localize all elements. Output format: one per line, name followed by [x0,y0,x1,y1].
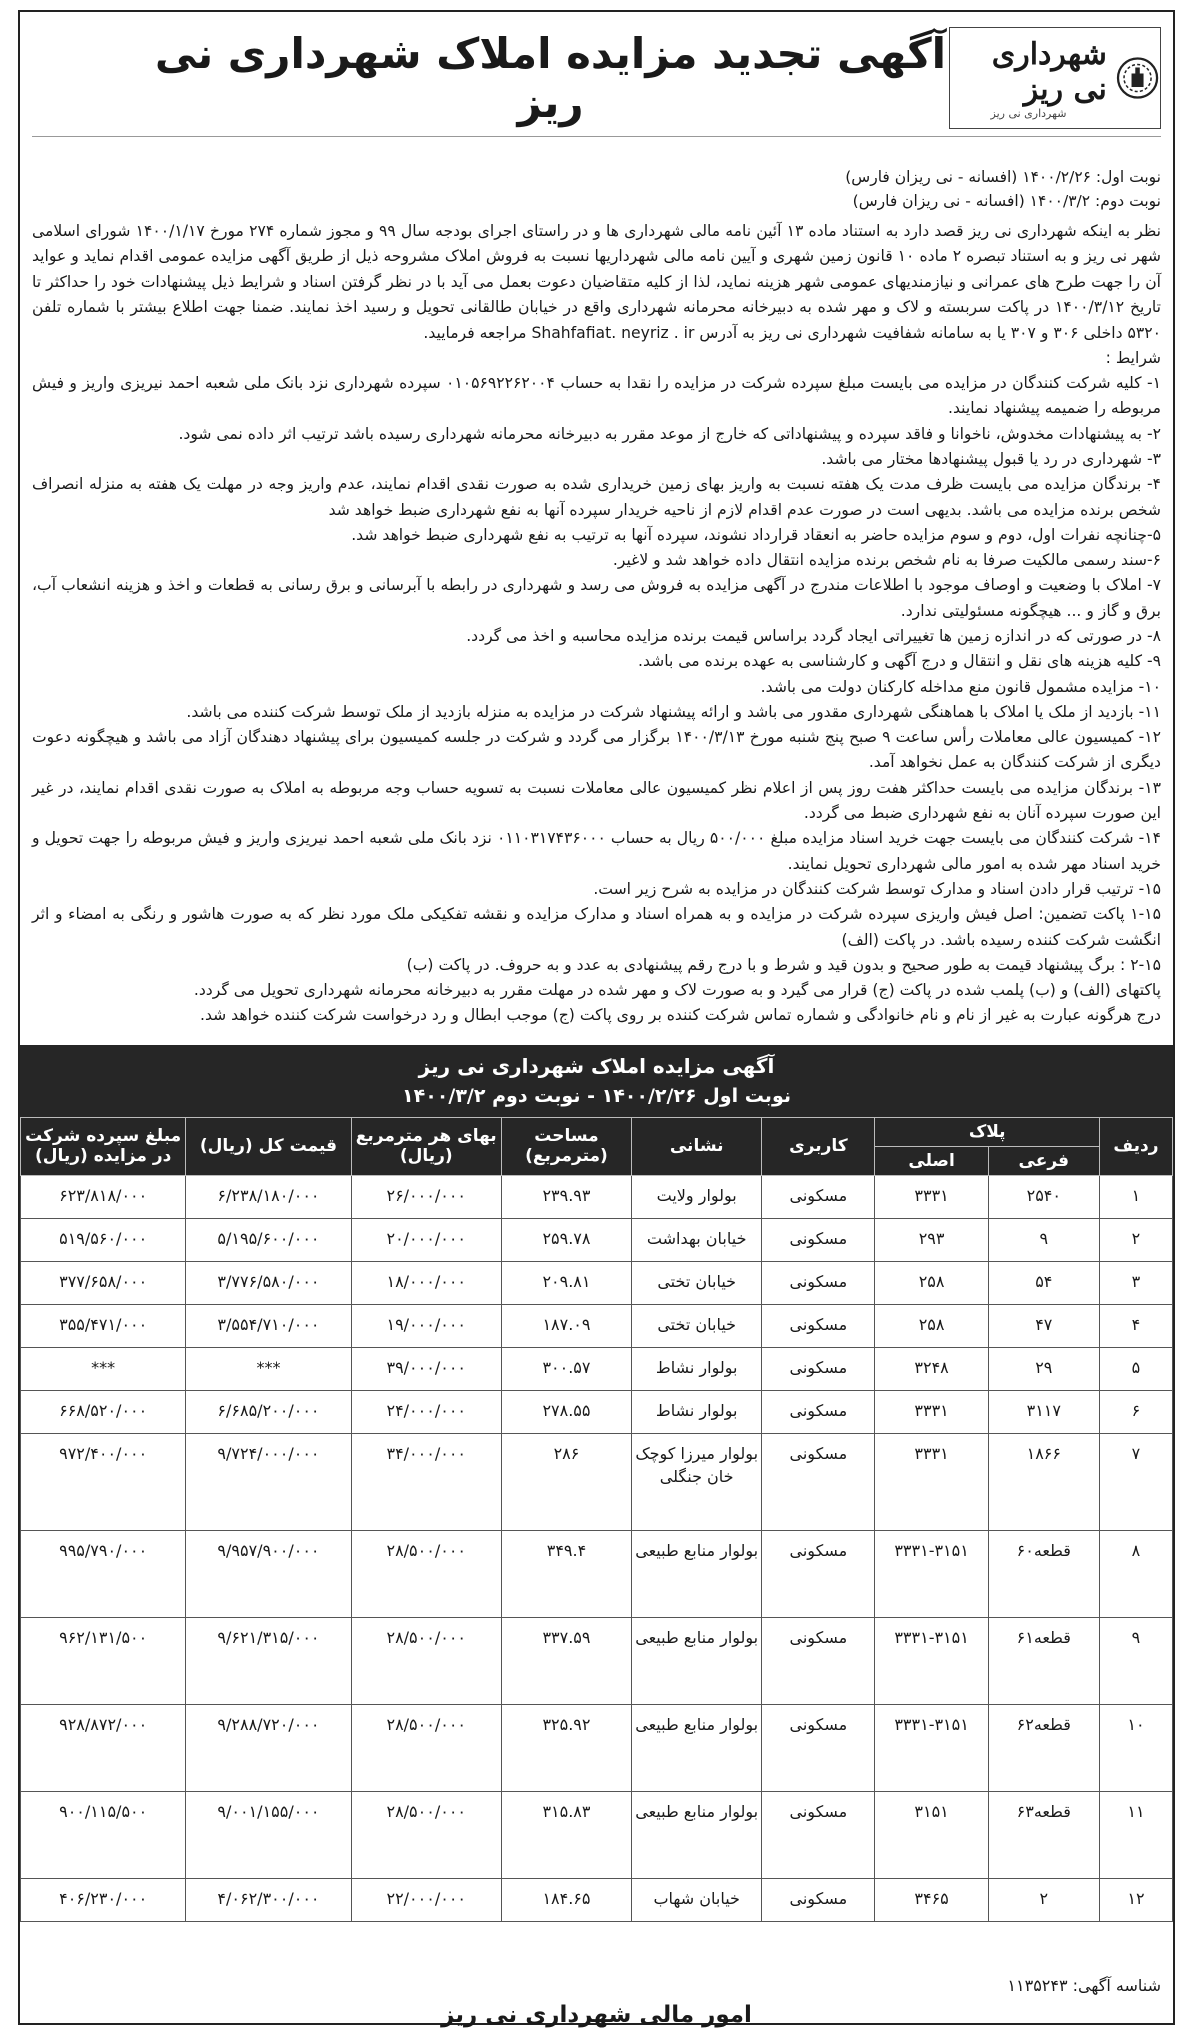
col-row: ردیف [1099,1117,1172,1175]
conditions-list [32,371,1161,1029]
municipality-logo [949,27,1161,129]
cell-plak-main: ۳۲۴۸ [875,1347,988,1390]
table-title: آگهی مزایده املاک شهرداری نی ریز [418,1053,775,1078]
cell-deposit: ۹۶۲/۱۳۱/۵۰۰ [21,1617,186,1704]
notice-first: نوبت اول: ۱۴۰۰/۲/۲۶ (افسانه - نی ریزان فارس) [845,168,1161,186]
logo-subtext: شهرداری نی ریز [990,106,1067,120]
cell-row: ۵ [1099,1347,1172,1390]
condition-item: ۱-۱۵ پاکت تضمین: اصل فیش واریزی سپرده شرکت در مزایده و به همراه اسناد و مدارک مزایده و نقشه تفکیکی ملک مورد نظر که به صورت هاشور و رنگی به امضاء و اثر انگشت شرکت کننده رسیده باشد. در پاکت (الف) [32,905,1161,949]
condition-item: ۱۰- مزایده مشمول قانون منع مداخله کارکنان دولت می باشد. [760,677,1161,696]
cell-total-price: ۹/۷۲۴/۰۰۰/۰۰۰ [186,1433,351,1530]
cell-plak-sub: ۹ [988,1218,1099,1261]
cell-usage: مسکونی [762,1878,875,1921]
cell-row: ۱ [1099,1175,1172,1218]
cell-address: بولوار نشاط [632,1347,762,1390]
cell-row: ۱۰ [1099,1704,1172,1791]
cell-area: ۳۴۹.۴ [501,1530,631,1617]
properties-table-body [21,1175,1173,1921]
cell-usage: مسکونی [762,1530,875,1617]
table-row [21,1175,1173,1218]
logo-text: شهرداری نی ریز [991,36,1107,107]
cell-plak-sub: قطعه۶۳ [988,1791,1099,1878]
cell-area: ۲۵۹.۷۸ [501,1218,631,1261]
cell-usage: مسکونی [762,1261,875,1304]
cell-address: بولوار نشاط [632,1390,762,1433]
col-area: مساحت (مترمربع) [501,1117,631,1175]
col-plak-sub: فرعی [988,1146,1099,1175]
cell-price-per-meter: ۲۲/۰۰۰/۰۰۰ [351,1878,501,1921]
cell-price-per-meter: ۱۸/۰۰۰/۰۰۰ [351,1261,501,1304]
cell-deposit: ۶۶۸/۵۲۰/۰۰۰ [21,1390,186,1433]
cell-address: خیابان تختی [632,1261,762,1304]
cell-plak-sub: قطعه۶۲ [988,1704,1099,1791]
cell-total-price: *** [186,1347,351,1390]
condition-item: ۲-۱۵ : برگ پیشنهاد قیمت به طور صحیح و بدون قید و شرط و با درج رقم پیشنهادی به عدد و به حروف. در پاکت (ب) [406,955,1161,974]
cell-row: ۱۱ [1099,1791,1172,1878]
condition-item: ۲- به پیشنهادات مخدوش، ناخوانا و فاقد سپرده و پیشنهاداتی که خارج از موعد مقرر به دبیرخانه محرمانه شهرداری رسیده باشد ترتیب اثر داده نمی شود. [178,424,1161,443]
cell-usage: مسکونی [762,1390,875,1433]
cell-area: ۳۳۷.۵۹ [501,1617,631,1704]
conditions-label: شرایط : [1105,349,1161,368]
cell-row: ۹ [1099,1617,1172,1704]
cell-usage: مسکونی [762,1304,875,1347]
cell-price-per-meter: ۲۸/۵۰۰/۰۰۰ [351,1704,501,1791]
condition-item: ۵-چنانچه نفرات اول، دوم و سوم مزایده حاضر به انعقاد قرارداد نشوند، سپرده آنها به ترتیب به نفع شهرداری ضبط خواهد شد. [351,525,1161,544]
signature: امور مالی شهرداری نی ریز [441,2002,752,2028]
table-row [21,1218,1173,1261]
condition-item: پاکتهای (الف) و (ب) پلمب شده در پاکت (ج) قرار می گیرد و به صورت لاک و مهر شده در مهلت مقرر به دبیرخانه محرمانه شهرداری تحویل می گردد. [193,981,1161,1000]
table-row [21,1530,1173,1617]
municipality-emblem-icon [1115,48,1160,108]
ad-header [32,20,1161,137]
cell-plak-sub: قطعه۶۰ [988,1530,1099,1617]
cell-address: خیابان تختی [632,1304,762,1347]
condition-item: ۱۲- کمیسیون عالی معاملات رأس ساعت ۹ صبح پنج شنبه مورخ ۱۴۰۰/۳/۱۳ برگزار می گردد و شرکت در جلسه کمیسیون برای پیشنهاد دهندگان آزاد می باشد و هیچگونه دعوت دیگری از شرکت کنندگان به عمل نخواهد آمد. [32,728,1161,772]
cell-deposit: *** [21,1347,186,1390]
cell-total-price: ۴/۰۶۲/۳۰۰/۰۰۰ [186,1878,351,1921]
cell-deposit: ۴۰۶/۲۳۰/۰۰۰ [21,1878,186,1921]
cell-deposit: ۳۷۷/۶۵۸/۰۰۰ [21,1261,186,1304]
table-row [21,1878,1173,1921]
cell-plak-main: ۲۹۳ [875,1218,988,1261]
cell-deposit: ۳۵۵/۴۷۱/۰۰۰ [21,1304,186,1347]
table-row [21,1390,1173,1433]
col-address: نشانی [632,1117,762,1175]
auction-table-section [20,1045,1173,1922]
cell-deposit: ۶۲۳/۸۱۸/۰۰۰ [21,1175,186,1218]
col-deposit: مبلغ سپرده شرکت در مزایده (ریال) [21,1117,186,1175]
cell-price-per-meter: ۱۹/۰۰۰/۰۰۰ [351,1304,501,1347]
cell-usage: مسکونی [762,1218,875,1261]
condition-item: ۱۵- ترتیب قرار دادن اسناد و مدارک توسط شرکت کنندگان در مزایده به شرح زیر است. [593,879,1161,898]
cell-address: بولوار منابع طبیعی [632,1530,762,1617]
cell-plak-sub: قطعه۶۱ [988,1617,1099,1704]
cell-deposit: ۹۰۰/۱۱۵/۵۰۰ [21,1791,186,1878]
cell-plak-sub: ۱۸۶۶ [988,1433,1099,1530]
condition-item: ۳- شهرداری در رد یا قبول پیشنهادها مختار می باشد. [821,449,1161,468]
condition-item: ۸- در صورتی که در اندازه زمین ها تغییراتی ایجاد گردد براساس قیمت برنده مزایده محاسبه و اخذ می گردد. [466,627,1161,645]
table-row [21,1261,1173,1304]
cell-plak-sub: ۴۷ [988,1304,1099,1347]
cell-address: بولوار میرزا کوچک خان جنگلی [632,1433,762,1530]
condition-item: ۹- کلیه هزینه های نقل و انتقال و درج آگهی و کارشناسی به عهده برنده می باشد. [638,652,1161,671]
cell-area: ۳۲۵.۹۲ [501,1704,631,1791]
cell-total-price: ۵/۱۹۵/۶۰۰/۰۰۰ [186,1218,351,1261]
cell-plak-sub: ۲۹ [988,1347,1099,1390]
cell-address: بولوار منابع طبیعی [632,1704,762,1791]
cell-area: ۲۰۹.۸۱ [501,1261,631,1304]
cell-row: ۸ [1099,1530,1172,1617]
table-row [21,1304,1173,1347]
cell-total-price: ۳/۷۷۶/۵۸۰/۰۰۰ [186,1261,351,1304]
cell-price-per-meter: ۳۴/۰۰۰/۰۰۰ [351,1433,501,1530]
cell-plak-main: ۳۱۵۱ [875,1791,988,1878]
table-row [21,1433,1173,1530]
cell-row: ۶ [1099,1390,1172,1433]
cell-price-per-meter: ۲۸/۵۰۰/۰۰۰ [351,1791,501,1878]
cell-price-per-meter: ۲۶/۰۰۰/۰۰۰ [351,1175,501,1218]
condition-item: ۷- املاک با وضعیت و اوصاف موجود با اطلاعات مندرج در آگهی مزایده به فروش می رسد و شهرداری در رابطه با آبرسانی و برق رسانی به قطعات و اخذ و هزینه انشعاب آب، برق و گاز و ... هیچگونه مسئولیتی ندارد. [32,576,1161,620]
col-plak-main: اصلی [875,1146,988,1175]
cell-plak-main: ۲۵۸ [875,1304,988,1347]
cell-plak-main: ۳۳۳۱ [875,1390,988,1433]
cell-address: بولوار منابع طبیعی [632,1791,762,1878]
cell-plak-sub: ۳۱۱۷ [988,1390,1099,1433]
cell-price-per-meter: ۳۹/۰۰۰/۰۰۰ [351,1347,501,1390]
cell-plak-main: ۳۴۶۵ [875,1878,988,1921]
cell-total-price: ۶/۶۸۵/۲۰۰/۰۰۰ [186,1390,351,1433]
table-row [21,1347,1173,1390]
condition-item: ۱- کلیه شرکت کنندگان در مزایده می بایست مبلغ سپرده شرکت در مزایده را نقدا به حساب ۰۱۰۵۶۹۲۲۶۲۰۰۴ سپرده شهرداری نزد بانک ملی شعبه احمد نیریزی واریز و فیش مربوطه را ضمیمه پیشنهاد نمایند. [32,374,1161,418]
cell-total-price: ۳/۵۵۴/۷۱۰/۰۰۰ [186,1304,351,1347]
condition-item: ۴- برندگان مزایده می بایست ظرف مدت یک هفته نسبت به واریز بهای زمین خریداری شده به صورت نقدی اقدام نمایند، عدم واریز وجه در مهلت یک هفته به منزله انصراف شخص برنده مزایده می باشد. بدیهی است در صورت عدم اقدام لازم از ناحیه خریدار سپرده آنها به نفع شهرداری ضبط خواهد شد [32,475,1161,519]
condition-item: ۱۳- برندگان مزایده می بایست حداکثر هفت روز پس از اعلام نظر کمیسیون عالی معاملات نسبت به تسویه حساب وجه مربوطه به املاک به صورت نقدی اقدام نمایند، در غیر این صورت سپرده آنان به نفع شهرداری ضبط می گردد. [32,778,1161,823]
condition-item: ۱۱- بازدید از ملک یا املاک با هماهنگی شهرداری مقدور می باشد و ارائه پیشنهاد شرکت در مزایده به منزله بازدید از ملک توسط شرکت کننده می باشد. [186,702,1161,721]
ad-identifier: شناسه آگهی: ۱۱۳۵۲۴۳ [1007,1976,1161,1995]
cell-plak-main: ۳۳۳۱-۳۱۵۱ [875,1704,988,1791]
cell-address: خیابان بهداشت [632,1218,762,1261]
cell-total-price: ۹/۹۵۷/۹۰۰/۰۰۰ [186,1530,351,1617]
cell-address: بولوار ولایت [632,1175,762,1218]
cell-area: ۳۰۰.۵۷ [501,1347,631,1390]
cell-row: ۱۲ [1099,1878,1172,1921]
col-price-per-meter: بهای هر مترمربع (ریال) [351,1117,501,1175]
cell-usage: مسکونی [762,1347,875,1390]
cell-area: ۱۸۷.۰۹ [501,1304,631,1347]
cell-total-price: ۹/۰۰۱/۱۵۵/۰۰۰ [186,1791,351,1878]
condition-item: درج هرگونه عبارت به غیر از نام و نام خانوادگی و شماره تماس شرکت کننده بر روی پاکت (ج) موجب ابطال و رد درخواست شرکت کننده خواهد شد. [200,1006,1161,1025]
cell-deposit: ۹۲۸/۸۷۲/۰۰۰ [21,1704,186,1791]
ad-title: آگهی تجدید مزایده املاک شهرداری نی ریز [154,29,947,127]
notice-second: نوبت دوم: ۱۴۰۰/۳/۲ (افسانه - نی ریزان فارس) [852,192,1161,210]
cell-address: بولوار منابع طبیعی [632,1617,762,1704]
cell-address: خیابان شهاب [632,1878,762,1921]
properties-table [20,1117,1173,1922]
cell-area: ۳۱۵.۸۳ [501,1791,631,1878]
cell-plak-main: ۲۵۸ [875,1261,988,1304]
ad-frame [18,10,1175,2028]
cell-row: ۴ [1099,1304,1172,1347]
cell-price-per-meter: ۲۸/۵۰۰/۰۰۰ [351,1617,501,1704]
cell-plak-sub: ۲ [988,1878,1099,1921]
cell-usage: مسکونی [762,1617,875,1704]
intro-paragraph: نظر به اینکه شهرداری نی ریز قصد دارد به استناد ماده ۱۳ آئین نامه مالی شهرداری ها و در راستای اجرای بودجه سال ۹۹ و مجوز شماره ۲۷۴ مورخ ۱۴۰۰/۱/۱۷ شورای اسلامی شهر نی ریز و به استناد تبصره ۲ ماده ۱۰ قانون زمین شهری و آیین نامه مالی شهرداریها نسبت به فروش املاک مشروحه ذیل از طریق آگهی مزایده عمومی اقدام نماید و عواید آن را جهت طرح های عمرانی و نیازمندیهای عمومی شهر هزینه نماید، لذا از کلیه متقاضیان دعوت بعمل می آید با در نظر گرفتن اسناد و شرایط ذیل پیشنهادات خود را حداکثر تا تاریخ ۱۴۰۰/۳/۱۲ در پاکت سربسته و لاک و مهر شده به دبیرخانه محرمانه شهرداری واقع در خیابان طالقانی تحویل و رسید اخذ نمایند. ضمنا جهت اطلاع بیشتر با شماره تلفن ۵۳۲۰ داخلی ۳۰۶ و ۳۰۷ یا به سامانه شفافیت شهرداری نی ریز به آدرس Shahfafiat. neyriz . ir مراجعه فرمایید. [32,222,1161,342]
table-subtitle: نوبت اول ۱۴۰۰/۲/۲۶ - نوبت دوم ۱۴۰۰/۳/۲ [402,1084,791,1107]
cell-total-price: ۹/۶۲۱/۳۱۵/۰۰۰ [186,1617,351,1704]
cell-plak-sub: ۵۴ [988,1261,1099,1304]
cell-plak-main: ۳۳۳۱-۳۱۵۱ [875,1530,988,1617]
cell-row: ۷ [1099,1433,1172,1530]
publication-notices [32,165,1161,213]
cell-usage: مسکونی [762,1433,875,1530]
cell-area: ۲۷۸.۵۵ [501,1390,631,1433]
table-row [21,1704,1173,1791]
cell-total-price: ۹/۲۸۸/۷۲۰/۰۰۰ [186,1704,351,1791]
cell-plak-main: ۳۳۳۱-۳۱۵۱ [875,1617,988,1704]
cell-area: ۲۸۶ [501,1433,631,1530]
cell-area: ۱۸۴.۶۵ [501,1878,631,1921]
condition-item: ۶-سند رسمی مالکیت صرفا به نام شخص برنده مزایده انتقال داده خواهد شد و لاغیر. [612,551,1161,570]
cell-price-per-meter: ۲۸/۵۰۰/۰۰۰ [351,1530,501,1617]
col-total-price: قیمت کل (ریال) [186,1117,351,1175]
cell-deposit: ۵۱۹/۵۶۰/۰۰۰ [21,1218,186,1261]
cell-usage: مسکونی [762,1175,875,1218]
cell-plak-main: ۳۳۳۱ [875,1175,988,1218]
table-row [21,1791,1173,1878]
condition-item: ۱۴- شرکت کنندگان می بایست جهت خرید اسناد مزایده مبلغ ۵۰۰/۰۰۰ ریال به حساب ۰۱۱۰۳۱۷۴۳۶۰۰۰ نزد بانک ملی شعبه احمد نیریزی واریز و فیش مربوطه را جهت تحویل و خرید اسناد مهر شده به امور مالی شهرداری تحویل نمایند. [32,829,1161,873]
cell-price-per-meter: ۲۴/۰۰۰/۰۰۰ [351,1390,501,1433]
table-row [21,1617,1173,1704]
cell-deposit: ۹۹۵/۷۹۰/۰۰۰ [21,1530,186,1617]
cell-deposit: ۹۷۲/۴۰۰/۰۰۰ [21,1433,186,1530]
cell-plak-sub: ۲۵۴۰ [988,1175,1099,1218]
cell-price-per-meter: ۲۰/۰۰۰/۰۰۰ [351,1218,501,1261]
cell-row: ۲ [1099,1218,1172,1261]
table-header-band [20,1045,1173,1117]
cell-area: ۲۳۹.۹۳ [501,1175,631,1218]
cell-row: ۳ [1099,1261,1172,1304]
cell-usage: مسکونی [762,1704,875,1791]
cell-plak-main: ۳۳۳۱ [875,1433,988,1530]
col-usage: کاربری [762,1117,875,1175]
cell-total-price: ۶/۲۳۸/۱۸۰/۰۰۰ [186,1175,351,1218]
cell-usage: مسکونی [762,1791,875,1878]
col-plak: پلاک [875,1117,1099,1146]
